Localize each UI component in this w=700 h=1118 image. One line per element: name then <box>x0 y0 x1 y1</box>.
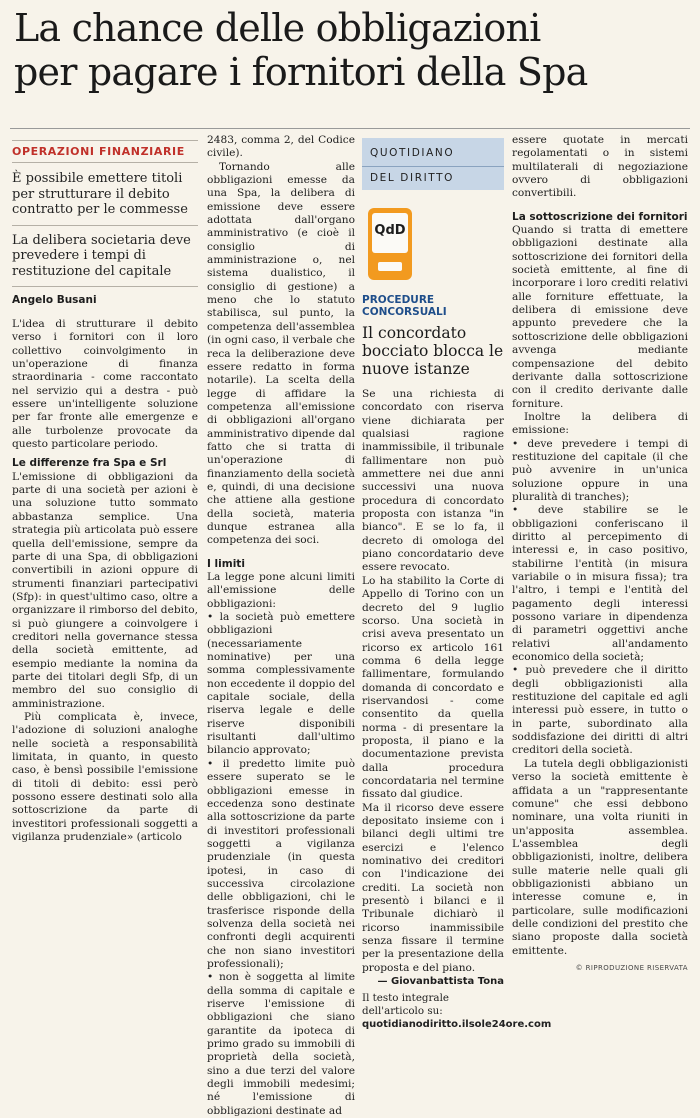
deck-divider-2 <box>12 286 198 287</box>
qd-sidebar <box>362 138 552 1031</box>
paragraph: essere quotate in mercati regolamentati o in sistemi multilaterali di negoziazione ovvero di obbligazioni convertibili. <box>512 134 688 200</box>
top-rule <box>10 128 690 129</box>
column-2 <box>207 134 355 1118</box>
bullet-item: • non è soggetta al limite della somma di capitale e riserve l'emissione di obbligazioni che siano garantite da ipoteca di primo grado su immobili di proprietà della società, sino a due terzi del valore degli immobili medesimi; né l'emissione di obbligazioni destinate ad <box>207 971 355 1117</box>
paragraph: Tornando alle obbligazioni emesse da una Spa, la delibera di emissione deve essere adottata dall'organo amministrativo (e cioè il consiglio di amministrazione o, nel sistema dualistico, il consiglio di gestione) a meno che lo statuto stabilisca, sul punto, la competenza dell'assemblea (in ogni caso, il verbale che reca la deliberazione deve essere redatto in forma notarile). La scelta della legge di affidare la competenza all'emissione di obbligazioni all'organo amministrativo dipende dal fatto che si tratta di un'operazione di finanziamento della società e, quindi, di una decisione che attiene alla gestione della società, materia dunque estranea alla competenza dei soci. <box>207 160 355 547</box>
copyright-note: © RIPRODUZIONE RISERVATA <box>575 963 688 972</box>
qd-banner-rule <box>362 166 504 167</box>
qd-kicker: PROCEDURE CONCORSUALI <box>362 294 447 318</box>
headline <box>14 6 690 94</box>
qd-logo-area <box>362 190 504 288</box>
qd-note: Il testo integrale dell'articolo su: <box>362 992 449 1018</box>
qd-title-2: DEL DIRITTO <box>370 172 454 184</box>
column-1 <box>12 140 198 844</box>
tablet-icon <box>368 208 412 280</box>
author: Angelo Busani <box>12 294 97 306</box>
paragraph: Inoltre la delibera di emissione: <box>512 410 688 437</box>
bullet-item: • può prevedere che il diritto degli obbligazionisti alla restituzione del capitale ed agli interessi può essere, in tutto o in parte, subordinato alla soddisfazione dei diritti di altri creditori della società. <box>512 664 688 757</box>
paragraph: La legge pone alcuni limiti all'emissione delle obbligazioni: <box>207 571 355 610</box>
paragraph: Più complicata è, invece, l'adozione di soluzioni analoghe nelle società a responsabilità limitata, in quanto, in questo caso, è bensì possibile l'emissione di titoli di debito: essi però possono essere destinati solo alla sottoscrizione da parte di investitori professionali soggetti a vigilanza prudenziale» (articolo <box>12 710 198 844</box>
qd-logo-text: QdD <box>374 223 406 238</box>
paragraph: L'idea di strutturare il debito verso i fornitori con il loro collettivo coinvolgimento in un'operazione di finanza straordinaria - come raccontato nel servizio qui a destra - può essere un'intelligente soluzione per far fronte alle emergenze e alle turbolenze provocate da questo particolare periodo. <box>12 318 198 451</box>
qd-link[interactable]: quotidianodiritto.ilsole24ore.com <box>362 1019 552 1031</box>
bullet-item: • il predetto limite può essere superato se le obbligazioni emesse in eccedenza sono destinate alla sottoscrizione da parte di investitori professionali soggetti a vigilanza prudenziale (in questa ipotesi, in caso di successiva circolazione delle obbligazioni, chi le trasferisce risponde della solvenza della società nei confronti degli acquirenti che non siano investitori professionali); <box>207 757 355 970</box>
qd-footnote <box>362 992 552 1031</box>
paragraph: Ma il ricorso deve essere depositato insieme con i bilanci degli ultimi tre esercizi e l'elenco nominativo dei creditori con l'indicazione dei crediti. La società non presentò i bilanci e il Tribunale dichiarò il ricorso inammissibile senza fissare il termine per la presentazione della proposta e del piano. <box>362 801 504 974</box>
kicker-rule-bottom <box>12 162 198 163</box>
qd-body <box>362 388 504 988</box>
paragraph: Lo ha stabilito la Corte di Appello di Torino con un decreto del 9 luglio scorso. Una società in crisi aveva presentato un ricorso ex articolo 161 comma 6 della legge fallimentare, formulando domanda di concordato e riservandosi - come consentito da quella norma - di presentare la proposta, il piano e la documentazione prevista dalla procedura concordataria nel termine fissato dal giudice. <box>362 574 504 801</box>
paragraph: Se una richiesta di concordato con riserva viene dichiarata per qualsiasi ragione inammissibile, il tribunale fallimentare non può ammettere nei due anni successivi una nuova procedura di concordato proposta con istanza "in bianco". E se lo fa, il decreto di omologa del piano concordatario deve essere revocato. <box>362 388 504 574</box>
qd-title-1: QUOTIDIANO <box>370 147 455 159</box>
subheading: La sottoscrizione dei fornitori <box>512 210 688 223</box>
bullet-item: • deve prevedere i tempi di restituzione del capitale (il che può avvenire in un'unica soluzione oppure in una pluralità di tranches); <box>512 437 688 503</box>
section-kicker: OPERAZIONI FINANZIARIE <box>12 145 185 158</box>
qd-signature: — Giovanbattista Tona <box>377 976 504 988</box>
subheading: Le differenze fra Spa e Srl <box>12 457 167 470</box>
deck-1: È possibile emettere titoli per strutturare il debito contratto per le commesse <box>12 171 188 217</box>
column-4 <box>512 134 688 975</box>
qd-banner <box>362 138 504 190</box>
paragraph: La tutela degli obbligazionisti verso la società emittente è affidata a un "rappresentante comune" che essi debbono nominare, una volta riuniti in un'apposita assemblea. L'assemblea degli obbligazionisti, inoltre, delibera sulle materie nelle quali gli obbligazionisti abbiano un interesse comune e, in particolare, sulle modificazioni delle condizioni del prestito che siano proposte dalla società emittente. <box>512 757 688 957</box>
paragraph: 2483, comma 2, del Codice civile). <box>207 134 355 160</box>
paragraph: Quando si tratta di emettere obbligazioni destinate alla sottoscrizione dei fornitori della società emittente, al fine di incorporare i loro crediti relativi alle forniture effettuate, la delibera di emissione deve appunto prevedere che la sottoscrizione delle obbligazioni avvenga mediante compensazione del debito derivante dalla sottoscrizione con il credito derivante dalle forniture. <box>512 224 688 410</box>
subheading: I limiti <box>207 557 245 570</box>
qd-headline: Il concordato bocciato blocca le nuove istanze <box>362 324 504 378</box>
kicker-rule <box>12 140 198 141</box>
bullet-item: • la società può emettere obbligazioni (necessariamente nominative) per una somma complessivamente non eccedente il doppio del capitale sociale, della riserva legale e delle riserve disponibili risultanti dall'ultimo bilancio approvato; <box>207 611 356 757</box>
paragraph: L'emissione di obbligazioni da parte di una società per azioni è una soluzione tutto sommato abbastanza semplice. Una strategia più articolata può essere quella dell'emissione, sempre da parte di una Spa, di obbligazioni convertibili in azioni oppure di strumenti finanziari partecipativi (Sfp): in quest'ultimo caso, oltre a organizzare il rimborso del debito, si può giungere a coinvolgere i creditori nella governance stessa della società emittente, ad esempio mediante la nomina da parte dei titolari degli Sfp, di un membro del suo consiglio di amministrazione. <box>12 470 199 710</box>
headline-line-2: per pagare i fornitori della Spa <box>14 50 588 94</box>
column-1-body <box>12 318 198 844</box>
headline-line-1: La chance delle obbligazioni <box>14 6 541 50</box>
bullet-item: • deve stabilire se le obbligazioni conferiscano il diritto al percepimento di interessi e, in caso positivo, stabilirne l'entità (in misura variabile o in misura fissa); tra l'altro, i tempi e l'entità del pagamento degli interessi possono variare in dipendenza di parametri oggettivi anche relativi all'andamento economico della società; <box>512 504 688 664</box>
deck-divider <box>12 225 198 226</box>
deck-2: La delibera societaria deve prevedere i tempi di restituzione del capitale <box>12 232 191 279</box>
